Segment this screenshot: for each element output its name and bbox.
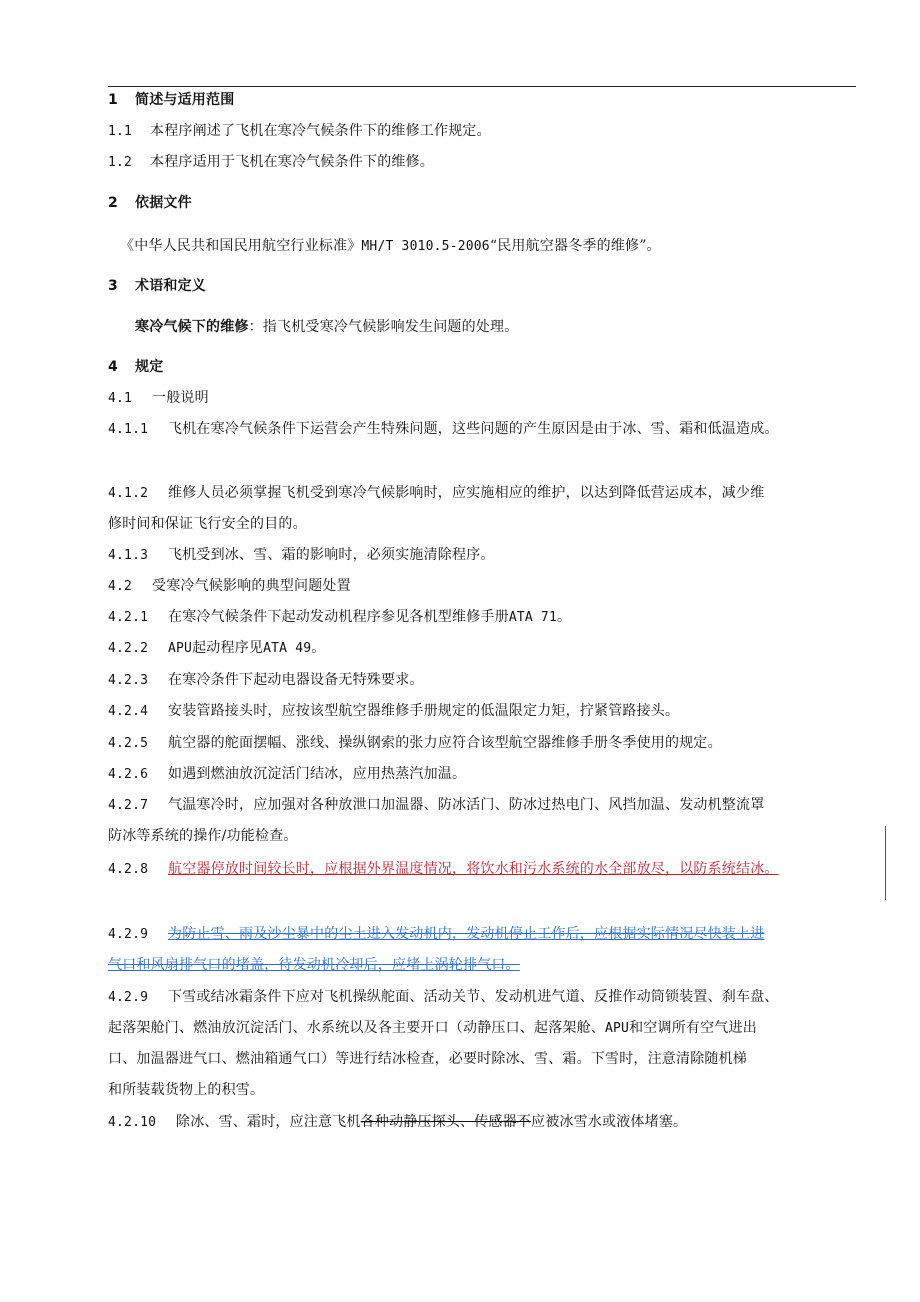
deleted-text: 气口和风扇排气口的堵盖，待发动机冷却后，应堵上涡轮排气口。 <box>108 957 520 973</box>
definition <box>135 317 518 337</box>
reference-document <box>120 236 661 257</box>
ata-code: ATA 71 <box>508 610 557 625</box>
section-number: 3 <box>108 278 118 294</box>
section-1-heading <box>108 90 234 110</box>
definition-term: 寒冷气候下的维修 <box>135 319 249 335</box>
para-1-2 <box>108 152 434 173</box>
apu-code: APU <box>605 1021 630 1036</box>
para-4-2-9 <box>108 987 779 1008</box>
para-text: 一般说明 <box>152 390 209 406</box>
para-4-2-6 <box>108 764 466 785</box>
deleted-text: 为防止雪、雨及沙尘暴中的尘土进入发动机内，发动机停止工作后，应根据实际情况尽快装上进 <box>168 926 765 942</box>
para-text: 除冰、雪、霜时，应注意飞机 <box>176 1114 361 1130</box>
para-number: 4.2.2 <box>108 641 149 656</box>
para-text: 和所装载货物上的积雪。 <box>108 1082 265 1098</box>
section-title: 依据文件 <box>135 195 192 211</box>
header-rule <box>108 86 856 87</box>
para-text: 口、加温器进气口、燃油箱通气口）等进行结冰检查，必要时除冰、雪、霜。下雪时，注意清除随机梯 <box>108 1051 747 1067</box>
para-4-2-7-cont <box>108 826 298 846</box>
para-end: 。 <box>311 640 326 656</box>
para-number: 4.2.5 <box>108 736 149 751</box>
section-4-heading <box>108 357 163 377</box>
para-4-2-5 <box>108 733 722 754</box>
section-title: 简述与适用范围 <box>135 92 235 108</box>
para-number: 4.2.10 <box>108 1115 157 1130</box>
para-number: 4.2.3 <box>108 673 149 688</box>
para-number: 1.2 <box>108 155 133 170</box>
para-4-2-9-cont-2 <box>108 1049 747 1069</box>
para-4-2-4 <box>108 701 679 722</box>
para-text: 在寒冷条件下起动电器设备无特殊要求。 <box>168 672 424 688</box>
para-text: 起动程序见 <box>192 640 264 656</box>
para-text: 安装管路接头时，应按该型航空器维修手册规定的低温限定力矩，拧紧管路接头。 <box>168 703 680 719</box>
struck-text: 各种动静压探头、传感器不 <box>360 1114 532 1130</box>
para-number: 4.2.9 <box>108 990 149 1005</box>
section-3-heading <box>108 276 206 296</box>
section-number: 2 <box>108 195 118 211</box>
para-number: 4.2.6 <box>108 767 149 782</box>
para-text: 下雪或结冰霜条件下应对飞机操纵舵面、活动关节、发动机进气道、反推作动筒锁装置、刹车盘、 <box>168 989 779 1005</box>
reference-title: 《中华人民共和国民用航空行业标准》 <box>120 238 362 254</box>
para-text: 起落架舱门、燃油放沉淀活门、水系统以及各主要开口（动静压口、起落架舱、 <box>108 1020 605 1036</box>
para-text: 航空器的舵面摆幅、涨线、操纵钢索的张力应符合该型航空器维修手册冬季使用的规定。 <box>168 735 722 751</box>
para-4-1-2 <box>108 483 764 504</box>
reference-name: “民用航空器冬季的维修”。 <box>489 238 661 254</box>
ata-code: ATA 49 <box>263 641 312 656</box>
para-text: 气温寒冷时，应加强对各种放泄口加温器、防冰活门、防冰过热电门、风挡加温、发动机整流罩 <box>168 797 765 813</box>
section-title: 术语和定义 <box>135 278 206 294</box>
section-number: 1 <box>108 92 118 108</box>
para-text: 和空调所有空气进出 <box>629 1020 757 1036</box>
para-number: 4.1.2 <box>108 486 149 501</box>
para-4-2-2 <box>108 638 325 659</box>
para-number: 4.2.8 <box>108 862 149 877</box>
apu-code: APU <box>168 641 193 656</box>
para-number: 1.1 <box>108 124 133 139</box>
para-4-2-3 <box>108 670 424 691</box>
para-number: 4.2.1 <box>108 610 149 625</box>
para-4-2-9-deleted <box>108 924 764 945</box>
para-number: 4.1 <box>108 391 133 406</box>
para-4-2-1 <box>108 607 571 628</box>
para-end: 。 <box>556 609 572 625</box>
para-4-2-9-cont-1 <box>108 1018 757 1039</box>
revision-bar <box>885 826 886 900</box>
section-number: 4 <box>108 359 118 375</box>
section-2-heading <box>108 193 192 213</box>
para-text: 在寒冷气候条件下起动发动机程序参见各机型维修手册 <box>168 609 509 625</box>
para-4-1-1 <box>108 419 779 440</box>
para-text: 修时间和保证飞行安全的目的。 <box>108 516 307 532</box>
para-4-1-3 <box>108 545 495 566</box>
para-number: 4.2.7 <box>108 798 149 813</box>
para-text: 本程序阐述了飞机在寒冷气候条件下的维修工作规定。 <box>150 123 491 139</box>
para-4-2-9-cont-3 <box>108 1080 264 1100</box>
para-4-2-8 <box>108 859 779 880</box>
reference-code: MH/T 3010.5-2006 <box>361 239 490 254</box>
para-text: 受寒冷气候影响的典型问题处置 <box>152 578 351 594</box>
para-text: 飞机在寒冷气候条件下运营会产生特殊问题，这些问题的产生原因是由于冰、雪、霜和低温造成。 <box>168 421 779 437</box>
para-text: 防冰等系统的操作/功能检查。 <box>108 828 298 844</box>
para-number: 4.1.1 <box>108 422 149 437</box>
para-number: 4.2.4 <box>108 704 149 719</box>
para-number: 4.2.9 <box>108 927 149 942</box>
inserted-text: 航空器停放时间较长时，应根据外界温度情况，将饮水和污水系统的水全部放尽，以防系统结冰。 <box>168 861 779 877</box>
para-text: 如遇到燃油放沉淀活门结冰，应用热蒸汽加温。 <box>168 766 467 782</box>
para-4-2-9-deleted-cont <box>108 955 520 975</box>
section-title: 规定 <box>135 359 164 375</box>
para-4-2 <box>108 576 351 597</box>
para-text: 飞机受到冰、雪、霜的影响时，必须实施清除程序。 <box>168 547 495 563</box>
para-text: 应被冰雪水或液体堵塞。 <box>531 1114 688 1130</box>
para-1-1 <box>108 121 491 142</box>
para-text: 本程序适用于飞机在寒冷气候条件下的维修。 <box>150 154 434 170</box>
para-4-1 <box>108 388 209 409</box>
para-4-2-7 <box>108 795 764 816</box>
para-number: 4.1.3 <box>108 548 149 563</box>
para-4-2-10 <box>108 1112 687 1133</box>
para-text: 维修人员必须掌握飞机受到寒冷气候影响时，应实施相应的维护，以达到降低营运成本，减少维 <box>168 485 765 501</box>
para-4-1-2-cont <box>108 514 307 534</box>
definition-text: ：指飞机受寒冷气候影响发生问题的处理。 <box>248 319 519 335</box>
para-number: 4.2 <box>108 579 133 594</box>
